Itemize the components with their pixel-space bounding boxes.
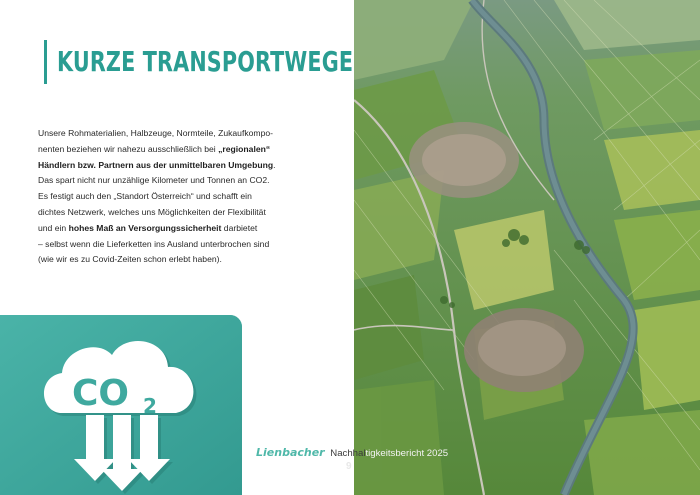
aerial-landscape-photo xyxy=(354,0,700,495)
text-run: darbietet xyxy=(221,222,258,233)
body-line xyxy=(38,221,338,237)
text-run: dichtes Netzwerk, welches uns Möglichkeiten der Flexibilität xyxy=(38,206,266,217)
body-line xyxy=(38,189,338,205)
brand-logo-text: Lienbacher xyxy=(256,446,325,459)
text-run: und ein xyxy=(38,222,69,233)
emphasis-run: hohes Maß an Versorgungssicherheit xyxy=(68,222,222,233)
body-line xyxy=(38,237,338,253)
text-run: – selbst wenn die Lieferketten ins Ausland unterbrochen sind xyxy=(38,238,270,249)
body-line xyxy=(38,173,338,189)
page-number: 9 xyxy=(346,461,352,472)
heading-accent-bar xyxy=(44,40,47,84)
body-line xyxy=(38,252,338,268)
text-run: Es festigt auch den „Standort Österreich“ und schafft ein xyxy=(38,191,252,202)
body-line xyxy=(38,205,338,221)
text-run: . xyxy=(273,159,276,170)
aerial-photo-illustration xyxy=(354,0,700,495)
report-title-part: Nachhal xyxy=(330,448,366,459)
co2-subscript: 2 xyxy=(143,394,157,418)
co2-image-tile xyxy=(0,315,242,495)
emphasis-run: „regionalen“ xyxy=(218,143,271,154)
page-footer xyxy=(256,446,448,459)
text-run: nenten beziehen wir nahezu ausschließlich bei xyxy=(38,143,219,154)
text-run: Das spart nicht nur unzählige Kilometer und Tonnen an CO2. xyxy=(38,175,270,186)
report-title-part: tigkeitsbericht 2025 xyxy=(365,448,449,459)
page-heading: KURZE TRANSPORTWEGE xyxy=(57,45,354,78)
cloud-co2-download-icon xyxy=(0,315,242,495)
text-run: Unsere Rohmaterialien, Halbzeuge, Normteile, Zukaufkompo- xyxy=(38,128,274,138)
report-title xyxy=(330,448,448,459)
co2-label: CO xyxy=(72,373,130,414)
body-line xyxy=(38,158,338,174)
body-line xyxy=(38,126,338,142)
text-run: (wie wir es zu Covid-Zeiten schon erlebt haben). xyxy=(38,254,222,265)
body-paragraph xyxy=(38,126,338,268)
body-line xyxy=(38,142,338,158)
emphasis-run: Händlern bzw. Partnern aus der unmittelbaren Umgebung xyxy=(38,159,274,170)
